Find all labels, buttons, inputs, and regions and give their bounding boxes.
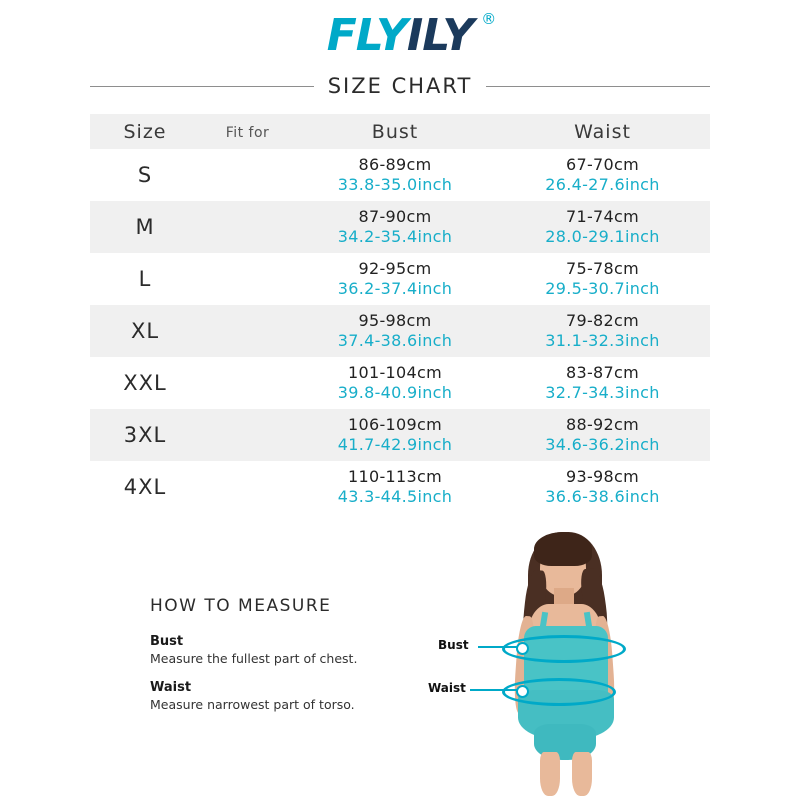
cell-size: M [135, 215, 155, 239]
cell-waist-cm: 75-78cm [566, 258, 639, 278]
how-to-measure-item-waist [150, 680, 450, 712]
registered-mark-icon: ® [481, 10, 496, 28]
cell-waist-inch: 28.0-29.1inch [545, 227, 660, 246]
how-to-measure-item-bust [150, 634, 450, 666]
cell-bust-inch: 41.7-42.9inch [337, 435, 453, 454]
cell-size: 4XL [123, 475, 167, 499]
cell-waist-inch: 26.4-27.6inch [545, 175, 660, 194]
how-to-measure-section [150, 596, 450, 726]
cell-size: S [137, 163, 153, 187]
table-row [90, 253, 710, 305]
column-header-size: Size [123, 120, 167, 143]
cell-waist-inch: 31.1-32.3inch [545, 331, 660, 350]
brand-logo [0, 10, 800, 61]
cell-waist-cm: 83-87cm [566, 362, 639, 382]
cell-bust-inch: 37.4-38.6inch [337, 331, 453, 350]
column-header-bust: Bust [371, 120, 419, 143]
table-header-row [90, 114, 710, 149]
cell-waist-inch: 36.6-38.6inch [545, 487, 660, 506]
cell-waist-cm: 88-92cm [566, 414, 639, 434]
cell-bust-cm: 87-90cm [358, 206, 432, 226]
title-rule-left [90, 86, 314, 87]
chart-title-row [90, 74, 710, 98]
cell-waist-inch: 34.6-36.2inch [545, 435, 660, 454]
waist-marker-icon [516, 685, 529, 698]
cell-bust-cm: 110-113cm [348, 466, 442, 486]
brand-name-part1: FLY [326, 10, 407, 61]
measure-label-bust: Bust [150, 634, 184, 649]
title-rule-right [486, 86, 710, 87]
callout-label-waist: Waist [428, 681, 466, 695]
bust-leader-line [478, 646, 520, 648]
cell-bust-cm: 101-104cm [348, 362, 442, 382]
cell-size: XL [130, 319, 160, 343]
callout-label-bust: Bust [438, 638, 469, 652]
table-row [90, 461, 710, 513]
how-to-measure-title: HOW TO MEASURE [150, 596, 332, 616]
table-row [90, 409, 710, 461]
cell-bust-cm: 92-95cm [358, 258, 432, 278]
waist-leader-line [470, 689, 520, 691]
model-hair-front [534, 532, 592, 566]
table-row [90, 357, 710, 409]
cell-bust-cm: 106-109cm [348, 414, 442, 434]
cell-bust-inch: 34.2-35.4inch [337, 227, 453, 246]
cell-waist-cm: 67-70cm [566, 154, 639, 174]
cell-bust-inch: 39.8-40.9inch [337, 383, 453, 402]
cell-waist-cm: 79-82cm [566, 310, 639, 330]
table-row [90, 201, 710, 253]
cell-bust-cm: 95-98cm [358, 310, 432, 330]
model-leg-left [540, 752, 560, 796]
measure-label-waist: Waist [150, 680, 192, 695]
cell-size: 3XL [123, 423, 167, 447]
cell-bust-inch: 43.3-44.5inch [337, 487, 453, 506]
cell-bust-inch: 36.2-37.4inch [337, 279, 453, 298]
bust-marker-icon [516, 642, 529, 655]
measure-desc-waist: Measure narrowest part of torso. [150, 697, 355, 712]
cell-bust-inch: 33.8-35.0inch [337, 175, 453, 194]
cell-size: XXL [123, 371, 167, 395]
table-row [90, 305, 710, 357]
model-diagram [420, 530, 750, 795]
table-row [90, 149, 710, 201]
measure-desc-bust: Measure the fullest part of chest. [150, 651, 358, 666]
model-leg-right [572, 752, 592, 796]
cell-waist-cm: 71-74cm [566, 206, 639, 226]
cell-bust-cm: 86-89cm [358, 154, 432, 174]
cell-waist-inch: 32.7-34.3inch [545, 383, 660, 402]
cell-waist-inch: 29.5-30.7inch [545, 279, 660, 298]
cell-waist-cm: 93-98cm [566, 466, 639, 486]
brand-name-part2: ILY [406, 10, 474, 61]
page-title: SIZE CHART [327, 74, 473, 98]
cell-size: L [138, 267, 152, 291]
column-header-waist: Waist [574, 120, 631, 143]
column-header-fit-for: Fit for [225, 125, 270, 141]
brand-wordmark [326, 10, 496, 61]
size-chart-table [90, 114, 710, 513]
